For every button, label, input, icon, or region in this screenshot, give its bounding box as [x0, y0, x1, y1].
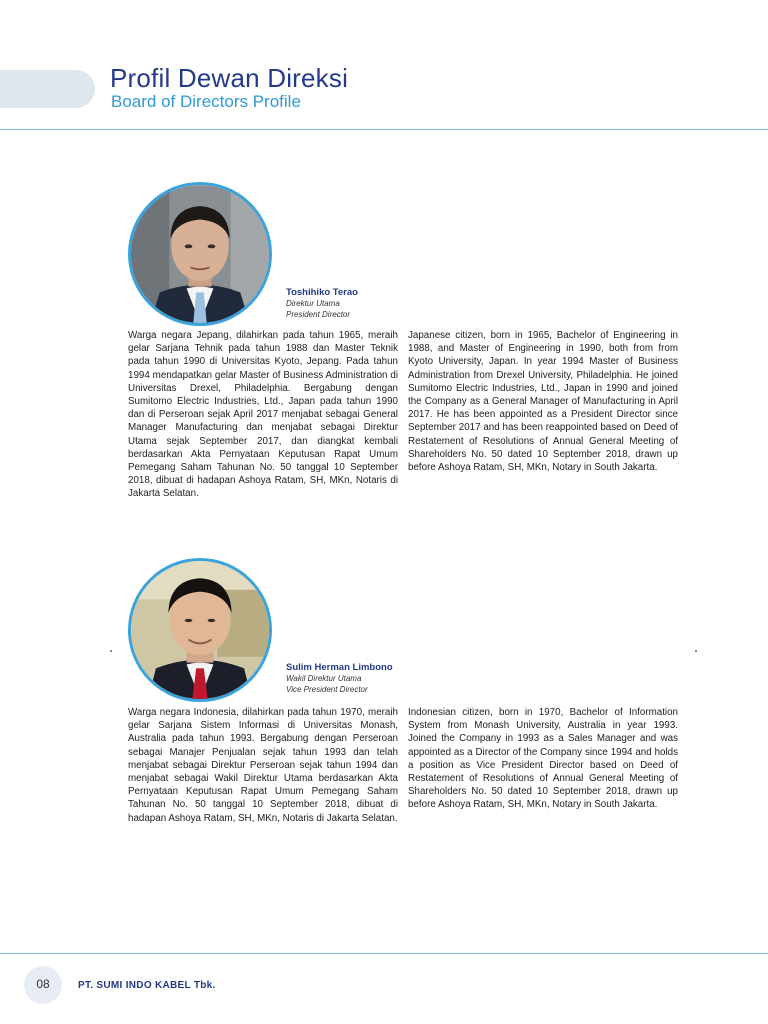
director-1-role-en: President Director — [286, 310, 351, 319]
director-2-photo — [128, 558, 272, 702]
footer-divider — [0, 953, 768, 954]
director-2-role-id: Wakil Direktur Utama — [286, 674, 362, 683]
company-name: PT. SUMI INDO KABEL Tbk. — [78, 980, 216, 991]
director-1-name: Toshihiko Terao — [286, 287, 358, 298]
director-2-bio-indonesian: Warga negara Indonesia, dilahirkan pada tahun 1970, meraih gelar Sarjana Sistem Informasi di Universitas Monash, Australia pada tahun 1993. Bergabung dengan Perseroan sebagai Manajer Penjualan sejak tahun 1993 dan telah menjabat sebagai Direktur Perseroan sejak tahun 1994 dan menjabat sebagai Wakil Direktur Utama berdasarkan Akta Pernyataan Keputusan Rapat Umum Pemegang Saham Tahunan No. 50 tanggal 10 September 2018, dibuat di hadapan Ashoya Ratam, SH, MKn, Notaris di Jakarta Selatan. — [128, 707, 398, 824]
page-subtitle: Board of Directors Profile — [111, 92, 301, 111]
director-1-bio-english: Japanese citizen, born in 1965, Bachelor of Engineering in 1988, and Master of Engineering in 1990, both from from Kyoto University, Japan. In year 1994 Master of Business Administration from Drexel University, Philadelphia. He joined Sumitomo Electric Industries, Ltd., Japan in 1990 and joined the Company as a General Manager of Manufacturing in April 2017. He has been appointed as a President Director since September 2017 and has been reappointed based on Deed of Restatement of Resolutions of Annual General Meeting of Shareholders No. 50 dated 10 September 2018, drawn up before Ashoya Ratam, SH, MKn, Notary in South Jakarta. — [408, 330, 678, 474]
director-2-name: Sulim Herman Limbono — [286, 662, 393, 673]
page-title: Profil Dewan Direksi — [110, 63, 349, 93]
crop-mark-right — [695, 650, 697, 652]
header-tab-decoration — [0, 70, 95, 108]
crop-mark-left — [110, 650, 112, 652]
director-2-role-en: Vice President Director — [286, 685, 368, 694]
director-2-bio-english: Indonesian citizen, born in 1970, Bachelor of Information System from Monash University, Australia in year 1993. Joined the Company in 1993 as a Sales Manager and was appointed as a Director of the Company since 1994 and holds a position as Vice President Director based on Deed of Restatement of Resolutions of Annual General Meeting of Shareholders No. 50 dated 10 September 2018, drawn up before Ashoya Ratam, SH, MKn, Notary in South Jakarta. — [408, 707, 678, 811]
director-1-photo — [128, 182, 272, 326]
director-1-bio-indonesian: Warga negara Jepang, dilahirkan pada tahun 1965, meraih gelar Sarjana Tehnik pada tahun 1988 dan Master Teknik pada tahun 1990 di Universitas Kyoto, Jepang. Pada tahun 1994 mendapatkan gelar Master of Business Administration di Universitas Drexel, Philadelphia. Bergabung dengan Sumitomo Electric Industries, Ltd., Japan pada tahun 1990 dan di Perseroan sejak April 2017 menjabat sebagai General Manager Manufacturing dan menjabat sebagai Direktur Utama sejak September 2017, dan diangkat kembali berdasarkan Akta Pernyataan Keputusan Rapat Umum Pemegang Saham Tahunan No. 50 tanggal 10 September 2018, dibuat di hadapan Ashoya Ratam, SH, MKn, Notaris di Jakarta Selatan. — [128, 330, 398, 500]
header-divider — [0, 129, 768, 130]
page-number: 08 — [36, 977, 50, 991]
director-1-role-id: Direktur Utama — [286, 299, 340, 308]
